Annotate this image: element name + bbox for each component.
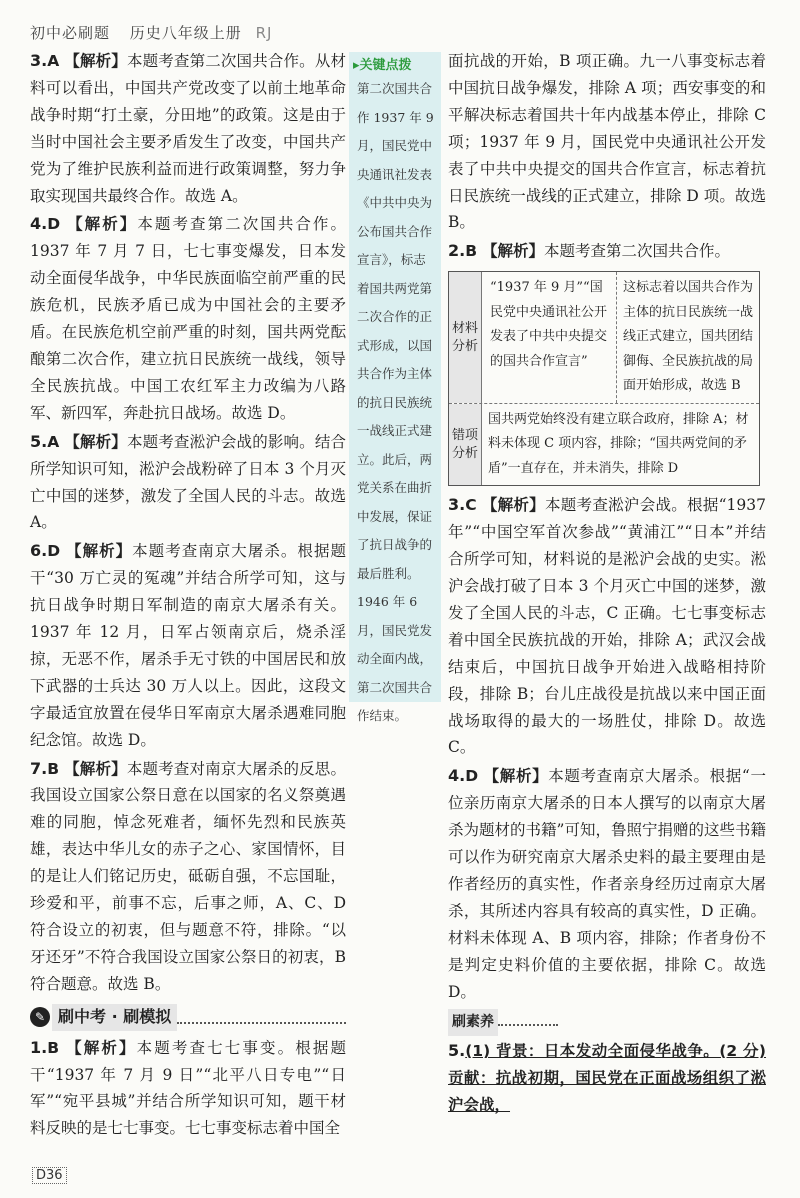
subject-title: 历史八年级上册 [129, 24, 242, 42]
row-label: 错项分析 [449, 404, 482, 486]
key-points-sidebar [349, 52, 441, 723]
table-row [449, 404, 759, 486]
section-banner [30, 1004, 346, 1031]
answer-k4: 4.D 【解析】本题考查南京大屠杀。根据“一位亲历南京大屠杀的日本人撰写的以南京大屠杀为题材的书籍”可知，鲁照宁捐赠的这些书籍可以作为研究南京大屠杀史料的最主要理由是作者经历的真实性，作者亲身经历过南京大屠杀，其所述内容具有较高的真实性，D 正确。材料未体现 A、B 项内容，排除；作者身份不是判定史料价值的主要依据，排除 C。故选 D。 [448, 766, 766, 1001]
section-title: 刷中考 · 刷模拟 [52, 1004, 177, 1031]
page-header [30, 22, 272, 43]
answer-k3: 3.C 【解析】本题考查淞沪会战。根据“1937 年”“中国空军首次参战”“黄浦江”“日本”并结合所学可知，材料说的是淞沪会战的史实。淞沪会战打破了日本 3 个月灭亡中国的迷梦，激发了全国人民的斗志，C 正确。七七事变标志着中国全民族抗战的开始，排除 A；武汉会战结束后，中国抗日战争开始进入战略相持阶段，排除 B；台儿庄战役是抗战以来中国正面战场取得的最大的一场胜仗，排除 D。故选 C。 [448, 495, 766, 757]
answer-q7: 7.B 【解析】本题考查对南京大屠杀的反思。我国设立国家公祭日意在以国家的名义祭奠遇难的同胞，悼念死难者，缅怀先烈和民族英雄，表达中华儿女的赤子之心、家国情怀，目的是让人们铭记历史，砥砺自强，不忘国耻，珍爱和平，前事不忘，后事之师，A、C、D 符合设立的初衷，但与题意不符，排除。“以牙还牙”不符合我国设立国家公祭日的初衷，B 符合题意。故选 B。 [30, 758, 346, 993]
answer-q5: 5.A 【解析】本题考查淞沪会战的影响。结合所学知识可知，淞沪会战粉碎了日本 3 个月灭亡中国的迷梦，激发了全国人民的斗志。故选 A。 [30, 431, 346, 532]
answer-q4: 4.D 【解析】本题考查第二次国共合作。1937 年 7 月 7 日，七七事变爆发，日本发动全面侵华战争，中华民族面临空前严重的民族危机，民族矛盾已成为中国社会的主要矛盾。在民族危机空前严重的时刻，国共两党酝酿第二次合作，建立抗日民族统一战线，领导全民族抗战。中国工农红军主力改编为八路军、新四军，奔赴抗日战场。故选 D。 [30, 214, 346, 422]
page-number: D36 [32, 1167, 67, 1184]
table-cell: “1937 年 9 月”“国民党中央通讯社公开发表了中共中央提交的国共合作宣言” [482, 272, 617, 403]
answer-k1-continued: 面抗战的开始，B 项正确。九一八事变标志着中国抗日战争爆发，排除 A 项；西安事变的和平解决标志着国共十年内战基本停止，排除 C 项；1937 年 9 月，国民党中央通讯社公开发表了中共中央提交的国共合作宣言，标志着抗日民族统一战线的正式建立，排除 D 项。故选 B。 [448, 52, 766, 232]
literacy-title: 刷素养 [448, 1009, 498, 1036]
answer-k2: 2.B 【解析】本题考查第二次国共合作。 [448, 241, 731, 261]
answer-q6: 6.D 【解析】本题考查南京大屠杀。根据题干“30 万亡灵的冤魂”并结合所学可知，这与抗日战争时期日军制造的南京大屠杀有关。1937 年 12 月，日军占领南京后，烧杀淫掠，无恶不作，屠杀手无寸铁的中国居民和放下武器的士兵达 30 万人以上。因此，这段文字最适宜放置在侵华日军南京大屠杀遇难同胞纪念馆。故选 D。 [30, 541, 346, 749]
table-row [449, 272, 759, 404]
divider [498, 1024, 558, 1026]
series-title: 初中必刷题 [30, 24, 111, 42]
answer-q3: 3.A 【解析】本题考查第二次国共合作。从材料可以看出，中国共产党改变了以前土地革命战争时期“打土豪，分田地”的政策。这是由于当时中国社会主要矛盾发生了改变，中国共产党为了维护民族利益而进行政策调整，努力争取实现国共最终合作。故选 A。 [30, 51, 346, 205]
answer-k1: 1.B 【解析】本题考查七七事变。根据题干“1937 年 7 月 9 日”“北平八日专电”“日军”“宛平县城”并结合所学知识可知，题干材料反映的是七七事变。七七事变标志着中国全 [30, 1037, 346, 1138]
sidebar-text: 第二次国共合作 1937 年 9 月，国民党中央通讯社发表《中共中央为公布国共合作宣言》，标志着国共两党第二次合作的正式形成，以国共合作为主体的抗日民族统一战线正式建立。此后，两党关系在曲折中发展，保证了抗日战争的最后胜利。1946 年 6 月，国民党发动全面内战，第二次国共合作结束。 [357, 81, 434, 723]
sidebar-heading: ▸关键点拨 [353, 58, 412, 73]
row-label: 材料分析 [449, 272, 482, 403]
edition-label: RJ [255, 24, 273, 42]
literacy-banner [448, 1007, 766, 1038]
right-column [448, 48, 766, 1121]
analysis-table [448, 271, 760, 486]
pencil-icon: ✎ [30, 1007, 50, 1027]
table-cell: 国共两党始终没有建立联合政府，排除 A；材料未体现 C 项内容，排除；“国共两党间的矛盾”一直存在，并未消失，排除 D [488, 411, 749, 476]
divider [177, 1010, 346, 1024]
answer-k5: 5.(1) 背景：日本发动全面侵华战争。(2 分) 贡献：抗战初期，国民党在正面战场组织了淞沪会战， [448, 1041, 766, 1115]
table-cell: 这标志着以国共合作为主体的抗日民族统一战线正式建立，国共团结御侮、全民族抗战的局面开始形成，故选 B [623, 280, 754, 394]
left-column [30, 48, 346, 1144]
